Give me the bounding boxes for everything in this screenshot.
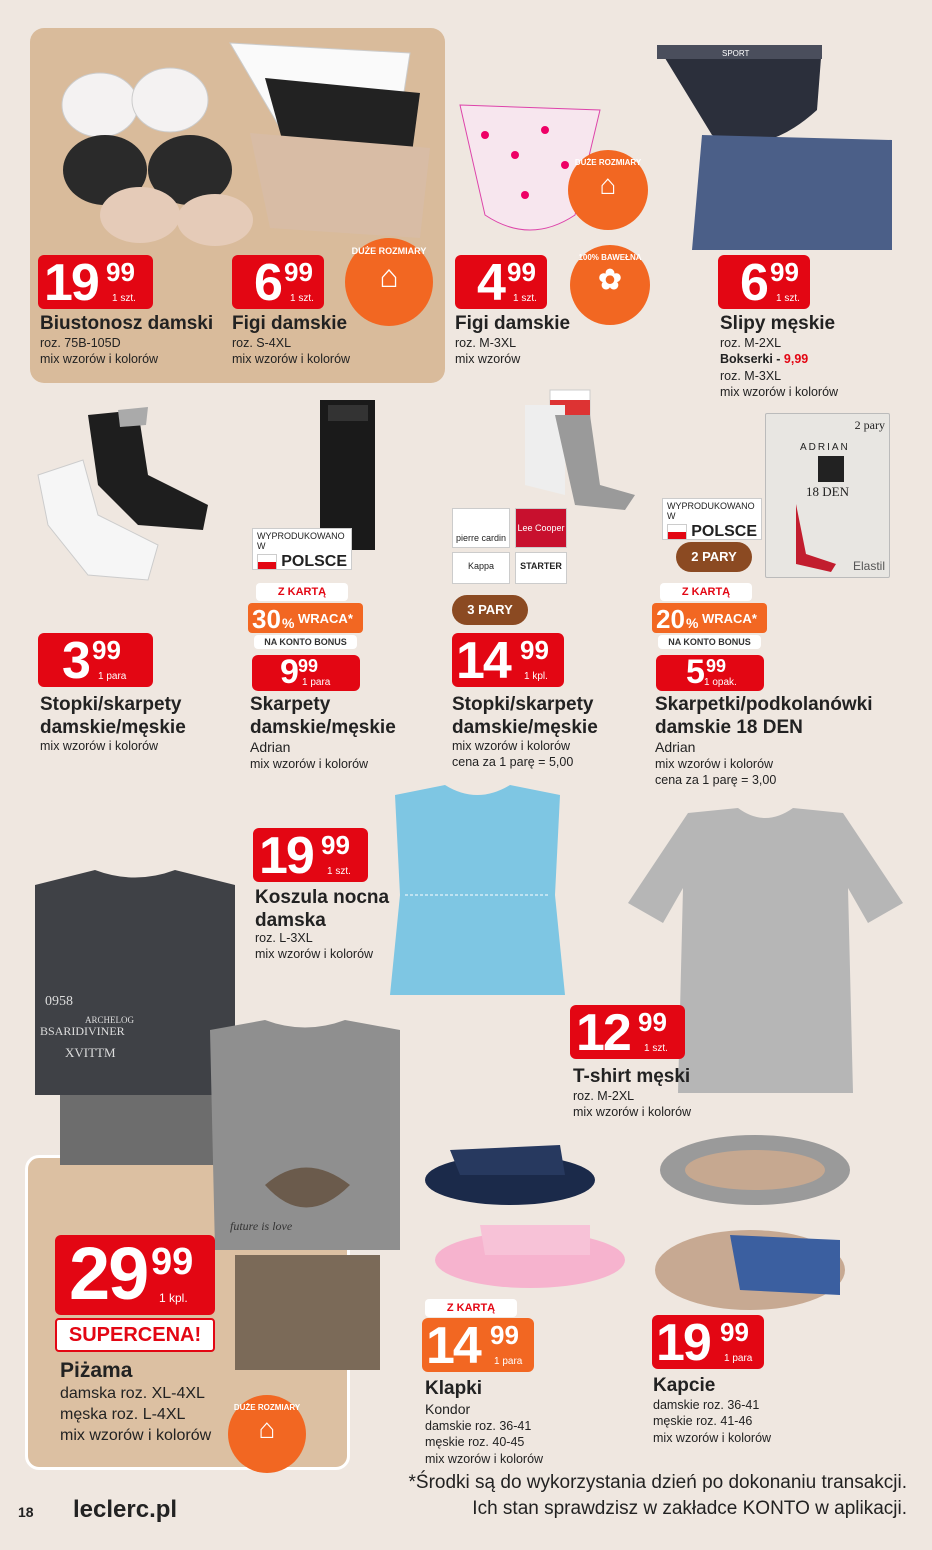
price-tag-nightgown: 19 99 1 szt.	[253, 828, 368, 882]
card-label-flipflops: Z KARTĄ	[425, 1295, 535, 1323]
womens-pajama-image	[210, 1020, 402, 1370]
made-in-poland-badge-2: WYPRODUKOWANO W POLSCE	[662, 498, 762, 540]
price-tag-socks-2: 9 99 1 para	[252, 655, 360, 691]
hanger-icon: ⌂	[258, 1413, 276, 1444]
poland-flag-icon	[667, 524, 687, 540]
product-desc-slips: roz. M-2XL Bokserki - 9,99 roz. M-3XL mix wzorów i kolorów	[720, 336, 839, 399]
svg-text:ARCHELOG: ARCHELOG	[85, 1015, 134, 1025]
adrian-socks-image	[310, 385, 390, 550]
svg-text:0958: 0958	[45, 994, 73, 1009]
cotton-icon: ✿	[598, 264, 622, 295]
big-sizes-badge: DUŻE ROZMIARY ⌂	[345, 238, 433, 326]
product-title-slips: Slipy męskie	[720, 313, 836, 334]
product-title-briefs-2: Figi damskie	[455, 313, 571, 334]
product-title-briefs: Figi damskie	[232, 313, 348, 334]
product-title-socks-1: Stopki/skarpety damskie/męskie	[40, 694, 186, 738]
svg-text:future is love: future is love	[230, 1219, 293, 1233]
price-tag-tshirt: 12 99 1 szt.	[570, 1005, 685, 1059]
price-tag-slippers: 19 99 1 para	[652, 1315, 764, 1369]
pack-badge-2-pairs: 2 PARY	[676, 542, 752, 572]
supercena-label: SUPERCENA!	[55, 1318, 215, 1352]
grey-socks-image	[505, 385, 640, 510]
brand-logo-lee-cooper: Lee Cooper	[515, 508, 567, 548]
price-tag-slips: 6 99 1 szt.	[718, 255, 810, 309]
briefs-image	[220, 38, 440, 248]
product-desc-briefs: roz. S-4XL mix wzorów i kolorów	[232, 336, 351, 367]
hanger-icon: ⌂	[599, 169, 617, 200]
product-desc-briefs-2: roz. M-3XL mix wzorów	[455, 336, 521, 367]
pack-badge-3-pairs: 3 PARY	[452, 595, 528, 625]
price-tag-flipflops: 14 99 1 para	[422, 1318, 534, 1372]
product-desc-socks-1: mix wzorów i kolorów	[40, 739, 159, 753]
adrian-logo-icon	[818, 456, 844, 482]
product-title-tshirt: T-shirt męski	[573, 1066, 691, 1087]
product-title-pajamas: Piżama	[60, 1359, 133, 1382]
price-tag-bra: 19 99 1 szt.	[38, 255, 153, 309]
product-title-slippers: Kapcie	[653, 1375, 716, 1396]
slippers-image	[650, 1120, 850, 1325]
mens-underwear-image	[652, 40, 902, 255]
price-tag-socks-1: 3 99 1 para	[38, 633, 153, 687]
adrian-pantyhose-package: 2 pary ADRIAN 18 DEN Elastil	[765, 413, 890, 578]
product-title-bra: Biustonosz damski	[40, 313, 214, 334]
price-tag-briefs-2: 4 99 1 szt.	[455, 255, 547, 309]
price-tag-socks-4: 5 99 1 opak.	[656, 655, 764, 691]
product-desc-socks-2: Adrian mix wzorów i kolorów	[250, 739, 369, 772]
svg-text:BSARIDIVINER: BSARIDIVINER	[40, 1024, 125, 1038]
svg-text:XVITTM: XVITTM	[65, 1045, 116, 1060]
price-tag-pajamas: 29 99 1 kpl.	[55, 1235, 215, 1315]
made-in-poland-badge: WYPRODUKOWANO W POLSCE	[252, 528, 352, 570]
product-title-socks-4: Skarpetki/podkolanówki damskie 18 DEN	[655, 694, 873, 738]
poland-flag-icon	[257, 554, 277, 570]
page-number: 18	[18, 1504, 34, 1520]
product-desc-nightgown: roz. L-3XL mix wzorów i kolorów	[255, 931, 374, 962]
price-tag-socks-3: 14 99 1 kpl.	[452, 633, 564, 687]
svg-text:SPORT: SPORT	[722, 49, 750, 58]
product-title-socks-3: Stopki/skarpety damskie/męskie	[452, 694, 598, 738]
brand-logo-kappa: Kappa	[452, 552, 510, 584]
brand-logo-pierre-cardin: pierre cardin	[452, 508, 510, 548]
product-title-socks-2: Skarpety damskie/męskie	[250, 694, 396, 738]
site-link[interactable]: leclerc.pl	[73, 1496, 178, 1523]
product-title-nightgown: Koszula nocna damska	[255, 887, 390, 931]
product-desc-slippers: damskie roz. 36-41 męskie roz. 41-46 mix wzorów i kolorów	[653, 1398, 772, 1445]
card-cashback-30: Z KARTĄ 30 % WRACA* NA KONTO BONUS	[248, 575, 363, 655]
cotton-badge: 100% BAWEŁNA ✿	[570, 245, 650, 325]
product-desc-flipflops: Kondor damskie roz. 36-41 męskie roz. 40-45 mix wzorów i kolorów	[425, 1401, 544, 1466]
price-tag-briefs: 6 99 1 szt.	[232, 255, 324, 309]
card-cashback-20: Z KARTĄ 20 % WRACA* NA KONTO BONUS	[652, 575, 767, 655]
ankle-socks-image	[28, 405, 218, 585]
product-desc-bra: roz. 75B-105D mix wzorów i kolorów	[40, 336, 159, 367]
big-sizes-badge-2: DUŻE ROZMIARY ⌂	[568, 150, 648, 230]
product-desc-tshirt: roz. M-2XL mix wzorów i kolorów	[573, 1089, 692, 1120]
product-desc-socks-4: Adrian mix wzorów i kolorów cena za 1 parę = 3,00	[655, 739, 777, 788]
brand-logo-starter: STARTER	[515, 552, 567, 584]
big-sizes-badge-3: DUŻE ROZMIARY ⌂	[228, 1395, 306, 1473]
product-title-flipflops: Klapki	[425, 1378, 483, 1399]
footnote: *Środki są do wykorzystania dzień po dokonaniu transakcji. Ich stan sprawdzisz w zakładce KONTO w aplikacji.	[408, 1472, 907, 1519]
hanger-icon: ⌂	[379, 258, 399, 294]
flipflops-image	[420, 1130, 630, 1315]
product-desc-socks-3: mix wzorów i kolorów cena za 1 parę = 5,00	[452, 739, 574, 770]
nightgown-image	[385, 785, 570, 1000]
product-desc-pajamas: damska roz. XL-4XL męska roz. L-4XL mix wzorów i kolorów	[60, 1385, 212, 1444]
